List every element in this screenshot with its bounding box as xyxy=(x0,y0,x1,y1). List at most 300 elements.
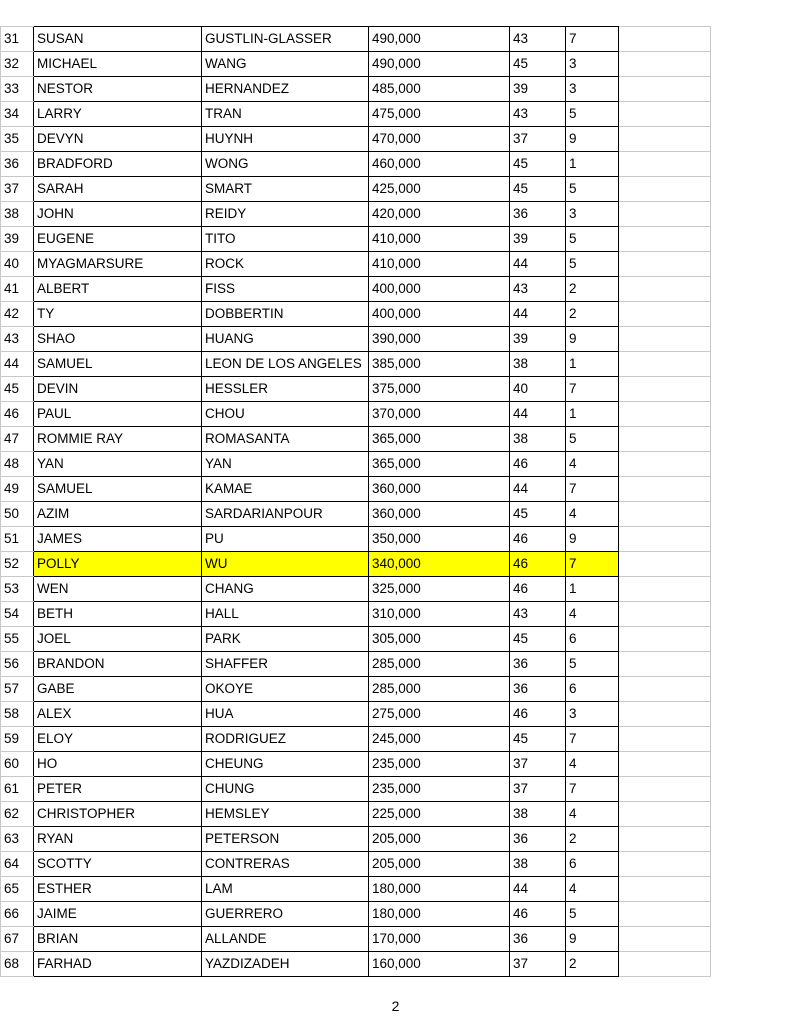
last-name-cell[interactable]: SMART xyxy=(202,177,369,202)
last-name-cell[interactable]: TRAN xyxy=(202,102,369,127)
group-cell[interactable]: 1 xyxy=(566,352,619,377)
first-name-cell[interactable]: JOHN xyxy=(34,202,202,227)
last-name-cell[interactable]: CHANG xyxy=(202,577,369,602)
table-row xyxy=(1,202,711,227)
row-number[interactable]: 64 xyxy=(1,852,34,877)
amount-cell[interactable]: 460,000 xyxy=(369,152,510,177)
last-name-cell[interactable]: ROCK xyxy=(202,252,369,277)
last-name-cell[interactable]: CHUNG xyxy=(202,777,369,802)
table-body xyxy=(1,27,711,977)
table-row xyxy=(1,127,711,152)
row-number[interactable]: 49 xyxy=(1,477,34,502)
group-cell[interactable]: 9 xyxy=(566,327,619,352)
last-name-cell[interactable]: HESSLER xyxy=(202,377,369,402)
first-name-cell[interactable]: SAMUEL xyxy=(34,352,202,377)
group-cell[interactable]: 5 xyxy=(566,427,619,452)
amount-cell[interactable]: 375,000 xyxy=(369,377,510,402)
empty-cell[interactable] xyxy=(619,102,711,127)
table-row xyxy=(1,477,711,502)
last-name-cell[interactable]: SARDARIANPOUR xyxy=(202,502,369,527)
empty-cell[interactable] xyxy=(619,402,711,427)
empty-cell[interactable] xyxy=(619,827,711,852)
age-cell[interactable]: 46 xyxy=(510,577,566,602)
last-name-cell[interactable]: WANG xyxy=(202,52,369,77)
first-name-cell[interactable]: JAMES xyxy=(34,527,202,552)
empty-cell[interactable] xyxy=(619,952,711,977)
empty-cell[interactable] xyxy=(619,477,711,502)
table-row xyxy=(1,352,711,377)
amount-cell[interactable]: 400,000 xyxy=(369,302,510,327)
empty-cell[interactable] xyxy=(619,552,711,577)
last-name-cell[interactable]: HALL xyxy=(202,602,369,627)
last-name-cell[interactable]: WONG xyxy=(202,152,369,177)
table-row xyxy=(1,102,711,127)
amount-cell[interactable]: 410,000 xyxy=(369,227,510,252)
row-number[interactable]: 37 xyxy=(1,177,34,202)
amount-cell[interactable]: 470,000 xyxy=(369,127,510,152)
amount-cell[interactable]: 485,000 xyxy=(369,77,510,102)
first-name-cell[interactable]: HO xyxy=(34,752,202,777)
group-cell[interactable]: 3 xyxy=(566,702,619,727)
last-name-cell[interactable]: HERNANDEZ xyxy=(202,77,369,102)
age-cell[interactable]: 44 xyxy=(510,252,566,277)
age-cell[interactable]: 43 xyxy=(510,102,566,127)
last-name-cell[interactable]: CHEUNG xyxy=(202,752,369,777)
row-number[interactable]: 44 xyxy=(1,352,34,377)
group-cell[interactable]: 4 xyxy=(566,752,619,777)
age-cell[interactable]: 39 xyxy=(510,77,566,102)
group-cell[interactable]: 7 xyxy=(566,727,619,752)
age-cell[interactable]: 44 xyxy=(510,877,566,902)
first-name-cell[interactable]: CHRISTOPHER xyxy=(34,802,202,827)
row-number[interactable]: 41 xyxy=(1,277,34,302)
last-name-cell[interactable]: REIDY xyxy=(202,202,369,227)
age-cell[interactable]: 36 xyxy=(510,927,566,952)
table-row xyxy=(1,902,711,927)
first-name-cell[interactable]: ALBERT xyxy=(34,277,202,302)
age-cell[interactable]: 46 xyxy=(510,452,566,477)
group-cell[interactable]: 2 xyxy=(566,952,619,977)
empty-cell[interactable] xyxy=(619,877,711,902)
row-number[interactable]: 62 xyxy=(1,802,34,827)
empty-cell[interactable] xyxy=(619,327,711,352)
row-number[interactable]: 51 xyxy=(1,527,34,552)
empty-cell[interactable] xyxy=(619,752,711,777)
age-cell[interactable]: 36 xyxy=(510,677,566,702)
empty-cell[interactable] xyxy=(619,452,711,477)
age-cell[interactable]: 46 xyxy=(510,527,566,552)
amount-cell[interactable]: 205,000 xyxy=(369,852,510,877)
last-name-cell[interactable]: ALLANDE xyxy=(202,927,369,952)
amount-cell[interactable]: 235,000 xyxy=(369,777,510,802)
last-name-cell[interactable]: CONTRERAS xyxy=(202,852,369,877)
amount-cell[interactable]: 475,000 xyxy=(369,102,510,127)
empty-cell[interactable] xyxy=(619,177,711,202)
empty-cell[interactable] xyxy=(619,852,711,877)
table-row xyxy=(1,252,711,277)
table-row xyxy=(1,302,711,327)
group-cell[interactable]: 7 xyxy=(566,477,619,502)
row-number[interactable]: 39 xyxy=(1,227,34,252)
group-cell[interactable]: 5 xyxy=(566,252,619,277)
empty-cell[interactable] xyxy=(619,302,711,327)
age-cell[interactable]: 44 xyxy=(510,477,566,502)
row-number[interactable]: 65 xyxy=(1,877,34,902)
first-name-cell[interactable]: POLLY xyxy=(34,552,202,577)
empty-cell[interactable] xyxy=(619,352,711,377)
first-name-cell[interactable]: ESTHER xyxy=(34,877,202,902)
last-name-cell[interactable]: PETERSON xyxy=(202,827,369,852)
table-row xyxy=(1,452,711,477)
age-cell[interactable]: 38 xyxy=(510,802,566,827)
age-cell[interactable]: 43 xyxy=(510,277,566,302)
table-row xyxy=(1,652,711,677)
row-number[interactable]: 58 xyxy=(1,702,34,727)
empty-cell[interactable] xyxy=(619,227,711,252)
amount-cell[interactable]: 360,000 xyxy=(369,502,510,527)
amount-cell[interactable]: 370,000 xyxy=(369,402,510,427)
amount-cell[interactable]: 490,000 xyxy=(369,52,510,77)
group-cell[interactable]: 1 xyxy=(566,152,619,177)
group-cell[interactable]: 1 xyxy=(566,577,619,602)
table-row xyxy=(1,727,711,752)
group-cell[interactable]: 4 xyxy=(566,452,619,477)
first-name-cell[interactable]: NESTOR xyxy=(34,77,202,102)
age-cell[interactable]: 46 xyxy=(510,552,566,577)
table-row xyxy=(1,627,711,652)
age-cell[interactable]: 39 xyxy=(510,327,566,352)
first-name-cell[interactable]: FARHAD xyxy=(34,952,202,977)
empty-cell[interactable] xyxy=(619,727,711,752)
age-cell[interactable]: 37 xyxy=(510,752,566,777)
first-name-cell[interactable]: PETER xyxy=(34,777,202,802)
age-cell[interactable]: 37 xyxy=(510,127,566,152)
empty-cell[interactable] xyxy=(619,127,711,152)
first-name-cell[interactable]: ELOY xyxy=(34,727,202,752)
group-cell[interactable]: 3 xyxy=(566,52,619,77)
age-cell[interactable]: 46 xyxy=(510,702,566,727)
row-number[interactable]: 47 xyxy=(1,427,34,452)
group-cell[interactable]: 3 xyxy=(566,77,619,102)
first-name-cell[interactable]: SHAO xyxy=(34,327,202,352)
last-name-cell[interactable]: DOBBERTIN xyxy=(202,302,369,327)
amount-cell[interactable]: 410,000 xyxy=(369,252,510,277)
row-number[interactable]: 67 xyxy=(1,927,34,952)
last-name-cell[interactable]: YAZDIZADEH xyxy=(202,952,369,977)
group-cell[interactable]: 6 xyxy=(566,627,619,652)
row-number[interactable]: 46 xyxy=(1,402,34,427)
group-cell[interactable]: 7 xyxy=(566,377,619,402)
last-name-cell[interactable]: GUSTLIN-GLASSER xyxy=(202,27,369,52)
table-row xyxy=(1,152,711,177)
table-row xyxy=(1,927,711,952)
first-name-cell[interactable]: PAUL xyxy=(34,402,202,427)
age-cell[interactable]: 36 xyxy=(510,202,566,227)
age-cell[interactable]: 43 xyxy=(510,602,566,627)
amount-cell[interactable]: 365,000 xyxy=(369,452,510,477)
row-number[interactable]: 66 xyxy=(1,902,34,927)
last-name-cell[interactable]: SHAFFER xyxy=(202,652,369,677)
table-row xyxy=(1,402,711,427)
empty-cell[interactable] xyxy=(619,577,711,602)
age-cell[interactable]: 38 xyxy=(510,852,566,877)
first-name-cell[interactable]: JOEL xyxy=(34,627,202,652)
empty-cell[interactable] xyxy=(619,252,711,277)
last-name-cell[interactable]: PARK xyxy=(202,627,369,652)
row-number[interactable]: 56 xyxy=(1,652,34,677)
group-cell[interactable]: 2 xyxy=(566,302,619,327)
group-cell[interactable]: 4 xyxy=(566,877,619,902)
amount-cell[interactable]: 275,000 xyxy=(369,702,510,727)
first-name-cell[interactable]: BRANDON xyxy=(34,652,202,677)
group-cell[interactable]: 6 xyxy=(566,852,619,877)
age-cell[interactable]: 36 xyxy=(510,827,566,852)
empty-cell[interactable] xyxy=(619,902,711,927)
age-cell[interactable]: 40 xyxy=(510,377,566,402)
group-cell[interactable]: 5 xyxy=(566,652,619,677)
last-name-cell[interactable]: LEON DE LOS ANGELES xyxy=(202,352,369,377)
empty-cell[interactable] xyxy=(619,802,711,827)
amount-cell[interactable]: 350,000 xyxy=(369,527,510,552)
table-row xyxy=(1,577,711,602)
first-name-cell[interactable]: DEVYN xyxy=(34,127,202,152)
table-row xyxy=(1,52,711,77)
row-number[interactable]: 54 xyxy=(1,602,34,627)
group-cell[interactable]: 4 xyxy=(566,802,619,827)
empty-cell[interactable] xyxy=(619,427,711,452)
group-cell[interactable]: 3 xyxy=(566,202,619,227)
first-name-cell[interactable]: RYAN xyxy=(34,827,202,852)
row-number[interactable]: 68 xyxy=(1,952,34,977)
amount-cell[interactable]: 340,000 xyxy=(369,552,510,577)
group-cell[interactable]: 5 xyxy=(566,177,619,202)
spreadsheet-grid xyxy=(0,26,711,977)
empty-cell[interactable] xyxy=(619,502,711,527)
last-name-cell[interactable]: HEMSLEY xyxy=(202,802,369,827)
empty-cell[interactable] xyxy=(619,777,711,802)
table-row xyxy=(1,777,711,802)
amount-cell[interactable]: 390,000 xyxy=(369,327,510,352)
row-number[interactable]: 35 xyxy=(1,127,34,152)
first-name-cell[interactable]: BETH xyxy=(34,602,202,627)
row-number[interactable]: 42 xyxy=(1,302,34,327)
empty-cell[interactable] xyxy=(619,627,711,652)
last-name-cell[interactable]: FISS xyxy=(202,277,369,302)
table-row xyxy=(1,752,711,777)
last-name-cell[interactable]: ROMASANTA xyxy=(202,427,369,452)
first-name-cell[interactable]: DEVIN xyxy=(34,377,202,402)
empty-cell[interactable] xyxy=(619,27,711,52)
last-name-cell[interactable]: KAMAE xyxy=(202,477,369,502)
last-name-cell[interactable]: HUANG xyxy=(202,327,369,352)
first-name-cell[interactable]: GABE xyxy=(34,677,202,702)
empty-cell[interactable] xyxy=(619,527,711,552)
row-number[interactable]: 52 xyxy=(1,552,34,577)
first-name-cell[interactable]: MICHAEL xyxy=(34,52,202,77)
table-row xyxy=(1,327,711,352)
row-number[interactable]: 61 xyxy=(1,777,34,802)
row-number[interactable]: 48 xyxy=(1,452,34,477)
age-cell[interactable]: 38 xyxy=(510,427,566,452)
first-name-cell[interactable]: AZIM xyxy=(34,502,202,527)
first-name-cell[interactable]: BRIAN xyxy=(34,927,202,952)
amount-cell[interactable]: 180,000 xyxy=(369,902,510,927)
row-number[interactable]: 50 xyxy=(1,502,34,527)
age-cell[interactable]: 45 xyxy=(510,177,566,202)
row-number[interactable]: 57 xyxy=(1,677,34,702)
last-name-cell[interactable]: WU xyxy=(202,552,369,577)
first-name-cell[interactable]: BRADFORD xyxy=(34,152,202,177)
last-name-cell[interactable]: CHOU xyxy=(202,402,369,427)
empty-cell[interactable] xyxy=(619,77,711,102)
row-number[interactable]: 34 xyxy=(1,102,34,127)
amount-cell[interactable]: 245,000 xyxy=(369,727,510,752)
last-name-cell[interactable]: OKOYE xyxy=(202,677,369,702)
amount-cell[interactable]: 490,000 xyxy=(369,27,510,52)
first-name-cell[interactable]: ALEX xyxy=(34,702,202,727)
row-number[interactable]: 45 xyxy=(1,377,34,402)
table-row xyxy=(1,427,711,452)
empty-cell[interactable] xyxy=(619,152,711,177)
age-cell[interactable]: 44 xyxy=(510,402,566,427)
first-name-cell[interactable]: JAIME xyxy=(34,902,202,927)
amount-cell[interactable]: 365,000 xyxy=(369,427,510,452)
row-number[interactable]: 60 xyxy=(1,752,34,777)
group-cell[interactable]: 6 xyxy=(566,677,619,702)
age-cell[interactable]: 38 xyxy=(510,352,566,377)
age-cell[interactable]: 46 xyxy=(510,902,566,927)
group-cell[interactable]: 5 xyxy=(566,227,619,252)
first-name-cell[interactable]: TY xyxy=(34,302,202,327)
last-name-cell[interactable]: GUERRERO xyxy=(202,902,369,927)
table-row xyxy=(1,877,711,902)
amount-cell[interactable]: 285,000 xyxy=(369,652,510,677)
age-cell[interactable]: 45 xyxy=(510,627,566,652)
group-cell[interactable]: 5 xyxy=(566,902,619,927)
first-name-cell[interactable]: SARAH xyxy=(34,177,202,202)
group-cell[interactable]: 5 xyxy=(566,102,619,127)
age-cell[interactable]: 45 xyxy=(510,502,566,527)
empty-cell[interactable] xyxy=(619,927,711,952)
age-cell[interactable]: 45 xyxy=(510,727,566,752)
empty-cell[interactable] xyxy=(619,652,711,677)
row-number[interactable]: 32 xyxy=(1,52,34,77)
row-number[interactable]: 55 xyxy=(1,627,34,652)
amount-cell[interactable]: 285,000 xyxy=(369,677,510,702)
amount-cell[interactable]: 225,000 xyxy=(369,802,510,827)
row-number[interactable]: 63 xyxy=(1,827,34,852)
first-name-cell[interactable]: SAMUEL xyxy=(34,477,202,502)
first-name-cell[interactable]: SCOTTY xyxy=(34,852,202,877)
last-name-cell[interactable]: TITO xyxy=(202,227,369,252)
row-number[interactable]: 53 xyxy=(1,577,34,602)
first-name-cell[interactable]: WEN xyxy=(34,577,202,602)
first-name-cell[interactable]: SUSAN xyxy=(34,27,202,52)
empty-cell[interactable] xyxy=(619,602,711,627)
age-cell[interactable]: 36 xyxy=(510,652,566,677)
amount-cell[interactable]: 310,000 xyxy=(369,602,510,627)
row-number[interactable]: 36 xyxy=(1,152,34,177)
age-cell[interactable]: 45 xyxy=(510,152,566,177)
empty-cell[interactable] xyxy=(619,277,711,302)
empty-cell[interactable] xyxy=(619,702,711,727)
amount-cell[interactable]: 400,000 xyxy=(369,277,510,302)
table-row xyxy=(1,277,711,302)
table-row-highlighted xyxy=(1,552,711,577)
last-name-cell[interactable]: RODRIGUEZ xyxy=(202,727,369,752)
table-row xyxy=(1,527,711,552)
empty-cell[interactable] xyxy=(619,52,711,77)
row-number[interactable]: 33 xyxy=(1,77,34,102)
table-row xyxy=(1,77,711,102)
group-cell[interactable]: 2 xyxy=(566,827,619,852)
empty-cell[interactable] xyxy=(619,377,711,402)
age-cell[interactable]: 39 xyxy=(510,227,566,252)
age-cell[interactable]: 43 xyxy=(510,27,566,52)
first-name-cell[interactable]: EUGENE xyxy=(34,227,202,252)
age-cell[interactable]: 44 xyxy=(510,302,566,327)
empty-cell[interactable] xyxy=(619,677,711,702)
last-name-cell[interactable]: HUYNH xyxy=(202,127,369,152)
first-name-cell[interactable]: YAN xyxy=(34,452,202,477)
table-row xyxy=(1,677,711,702)
group-cell[interactable]: 2 xyxy=(566,277,619,302)
amount-cell[interactable]: 425,000 xyxy=(369,177,510,202)
first-name-cell[interactable]: LARRY xyxy=(34,102,202,127)
table-row xyxy=(1,27,711,52)
group-cell[interactable]: 9 xyxy=(566,127,619,152)
amount-cell[interactable]: 160,000 xyxy=(369,952,510,977)
table-row xyxy=(1,502,711,527)
group-cell[interactable]: 9 xyxy=(566,927,619,952)
group-cell[interactable]: 7 xyxy=(566,27,619,52)
amount-cell[interactable]: 420,000 xyxy=(369,202,510,227)
last-name-cell[interactable]: HUA xyxy=(202,702,369,727)
amount-cell[interactable]: 205,000 xyxy=(369,827,510,852)
amount-cell[interactable]: 325,000 xyxy=(369,577,510,602)
amount-cell[interactable]: 180,000 xyxy=(369,877,510,902)
table-row xyxy=(1,852,711,877)
amount-cell[interactable]: 385,000 xyxy=(369,352,510,377)
age-cell[interactable]: 37 xyxy=(510,952,566,977)
group-cell[interactable]: 7 xyxy=(566,552,619,577)
group-cell[interactable]: 7 xyxy=(566,777,619,802)
age-cell[interactable]: 37 xyxy=(510,777,566,802)
last-name-cell[interactable]: YAN xyxy=(202,452,369,477)
row-number[interactable]: 59 xyxy=(1,727,34,752)
group-cell[interactable]: 1 xyxy=(566,402,619,427)
amount-cell[interactable]: 170,000 xyxy=(369,927,510,952)
first-name-cell[interactable]: MYAGMARSURE xyxy=(34,252,202,277)
data-table xyxy=(0,26,711,977)
row-number[interactable]: 38 xyxy=(1,202,34,227)
row-number[interactable]: 40 xyxy=(1,252,34,277)
first-name-cell[interactable]: ROMMIE RAY xyxy=(34,427,202,452)
amount-cell[interactable]: 235,000 xyxy=(369,752,510,777)
group-cell[interactable]: 9 xyxy=(566,527,619,552)
group-cell[interactable]: 4 xyxy=(566,602,619,627)
last-name-cell[interactable]: LAM xyxy=(202,877,369,902)
table-row xyxy=(1,177,711,202)
last-name-cell[interactable]: PU xyxy=(202,527,369,552)
row-number[interactable]: 31 xyxy=(1,27,34,52)
empty-cell[interactable] xyxy=(619,202,711,227)
amount-cell[interactable]: 305,000 xyxy=(369,627,510,652)
group-cell[interactable]: 4 xyxy=(566,502,619,527)
amount-cell[interactable]: 360,000 xyxy=(369,477,510,502)
age-cell[interactable]: 45 xyxy=(510,52,566,77)
row-number[interactable]: 43 xyxy=(1,327,34,352)
